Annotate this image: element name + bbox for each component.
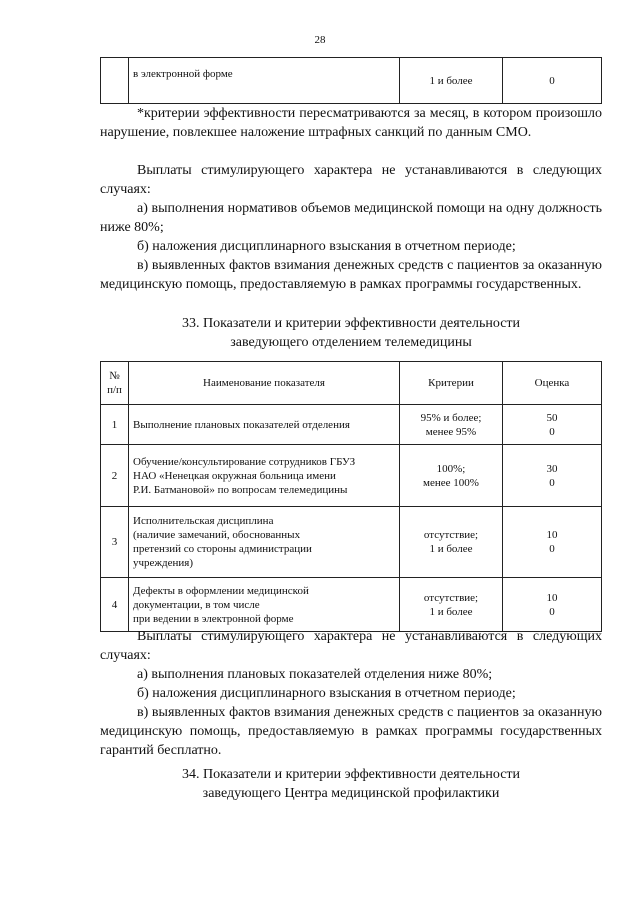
criteria-line: 1 и более <box>429 605 473 618</box>
table-row <box>101 507 602 578</box>
criteria-line: отсутствие; <box>423 529 479 541</box>
table-cell: в электронной форме <box>129 58 400 104</box>
name-line: Обучение/консультирование сотрудников ГБУЗ <box>133 455 356 468</box>
name-line: Р.И. Батмановой» по вопросам телемедицины <box>133 483 348 496</box>
score-cell <box>503 578 602 632</box>
criteria-line: менее 95% <box>425 425 477 438</box>
criteria-line: 95% и более; <box>420 411 482 424</box>
indicator-name <box>129 405 400 445</box>
header-cell: Оценка <box>503 362 602 405</box>
header-text: № <box>109 370 120 382</box>
section-heading-33 <box>100 314 602 352</box>
score-cell <box>503 405 602 445</box>
name-line: НАО «Ненецкая окружная больница имени <box>133 469 336 482</box>
criteria-cell <box>400 445 503 507</box>
name-line: претензий со стороны администрации <box>133 543 312 555</box>
header-cell: Наименование показателя <box>129 362 400 405</box>
heading-line: 34. Показатели и критерии эффективности деятельности <box>181 767 521 782</box>
table-row <box>101 58 602 104</box>
paragraph: в) выявленных фактов взимания денежных средств с пациентов за оказанную медицинскую помощь, предоставляемую в рамках программы государственных гарантий бесплатно. <box>100 705 602 758</box>
criteria-line: 100%; <box>436 462 466 475</box>
row-number: 1 <box>101 405 129 445</box>
table-cell: 1 и более <box>400 58 503 104</box>
score-line: 50 <box>546 411 558 424</box>
table-cell: 0 <box>503 58 602 104</box>
heading-line: заведующего Центра медицинской профилактики <box>202 786 500 801</box>
criteria-cell <box>400 507 503 578</box>
criteria-line: отсутствие; <box>423 591 479 604</box>
indicator-name <box>129 507 400 578</box>
header-cell <box>101 362 129 405</box>
paragraph: в) выявленных фактов взимания денежных средств с пациентов за оказанную медицинскую помощь, предоставляемую в рамках программы государственных. <box>100 258 602 292</box>
header-text: п/п <box>107 384 122 396</box>
criteria-cell <box>400 405 503 445</box>
table-cell <box>101 58 129 104</box>
score-cell <box>503 507 602 578</box>
name-line: при ведении в электронной форме <box>133 612 294 625</box>
score-line: 0 <box>549 476 555 489</box>
criteria-cell <box>400 578 503 632</box>
indicator-name <box>129 578 400 632</box>
score-line: 0 <box>549 425 555 438</box>
footnote-paragraph: *критерии эффективности пересматриваются за месяц, в котором произошло нарушение, повлекшее наложение штрафных санкций по данным СМО. <box>100 106 602 140</box>
name-line: документации, в том числе <box>133 598 260 611</box>
table-row <box>101 445 602 507</box>
criteria-line: менее 100% <box>423 476 479 489</box>
table-row <box>101 405 602 445</box>
heading-line: заведующего отделением телемедицины <box>230 335 472 350</box>
score-line: 0 <box>549 605 555 618</box>
name-line: Дефекты в оформлении медицинской <box>133 584 309 597</box>
paragraph: Выплаты стимулирующего характера не устанавливаются в следующих случаях: <box>100 629 602 663</box>
name-line: Выполнение плановых показателей отделения <box>133 418 350 431</box>
score-line: 10 <box>546 529 558 541</box>
section-heading-34 <box>100 765 602 803</box>
indicator-name <box>129 445 400 507</box>
paragraph: а) выполнения плановых показателей отделения ниже 80%; <box>137 667 493 682</box>
heading-line: 33. Показатели и критерии эффективности деятельности <box>181 316 521 331</box>
row-number: 2 <box>101 445 129 507</box>
continued-table <box>100 57 602 104</box>
header-cell: Критерии <box>400 362 503 405</box>
score-cell <box>503 445 602 507</box>
name-line: учреждения) <box>133 557 193 569</box>
row-number: 3 <box>101 507 129 578</box>
name-line: (наличие замечаний, обоснованных <box>133 529 301 541</box>
paragraph: б) наложения дисциплинарного взыскания в отчетном периоде; <box>137 239 516 254</box>
score-line: 30 <box>546 462 558 475</box>
criteria-table-33 <box>100 361 602 632</box>
paragraph: Выплаты стимулирующего характера не устанавливаются в следующих случаях: <box>100 163 602 197</box>
row-number: 4 <box>101 578 129 632</box>
table-header-row <box>101 362 602 405</box>
score-line: 10 <box>546 591 558 604</box>
name-line: Исполнительская дисциплина <box>133 515 274 527</box>
paragraph: а) выполнения нормативов объемов медицинской помощи на одну должность ниже 80%; <box>100 201 602 235</box>
score-line: 0 <box>549 543 555 555</box>
criteria-line: 1 и более <box>429 543 473 555</box>
page-number: 28 <box>314 34 326 46</box>
paragraph: б) наложения дисциплинарного взыскания в отчетном периоде; <box>137 686 516 701</box>
table-row <box>101 578 602 632</box>
